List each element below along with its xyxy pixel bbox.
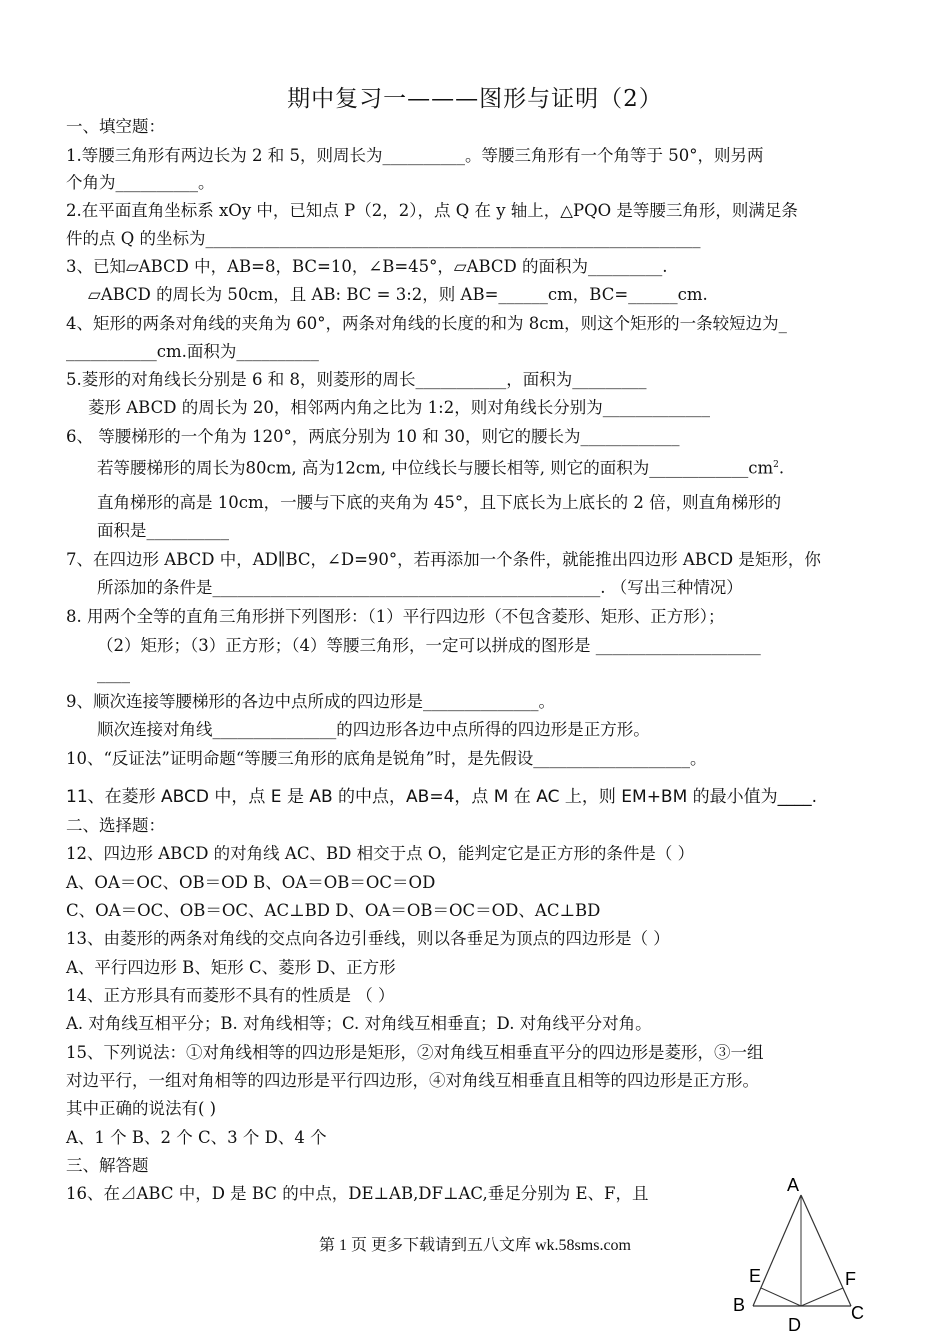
question-13-options: A、平行四边形 B、矩形 C、菱形 D、正方形 [66, 958, 396, 977]
page-title: 期中复习一———图形与证明（2） [287, 86, 663, 112]
label-a: A [787, 1175, 800, 1195]
perpendicular-df [801, 1288, 843, 1306]
question-8-line-2: （2）矩形；（3）正方形；（4）等腰三角形，一定可以拼成的图形是 ____________________ [97, 636, 761, 655]
question-15-options: A、1 个 B、2 个 C、3 个 D、4 个 [66, 1128, 327, 1147]
section-heading-choice: 二、选择题： [66, 816, 165, 835]
question-15-line-1: 15、下列说法：①对角线相等的四边形是矩形，②对角线互相垂直平分的四边形是菱形，③一组 [66, 1043, 764, 1062]
side-ab [753, 1195, 801, 1306]
question-10: 10、“反证法”证明命题“等腰三角形的底角是锐角”时，是先假设___________________。 [66, 749, 707, 768]
label-f: F [845, 1269, 856, 1289]
question-8-line-3: ____ [97, 664, 130, 683]
question-7-line-2: 所添加的条件是_______________________________________________. （写出三种情况） [97, 578, 743, 597]
question-13: 13、由菱形的两条对角线的交点向各边引垂线，则以各垂足为顶点的四边形是（ ） [66, 929, 670, 948]
question-1-line-2: 个角为__________。 [66, 173, 215, 192]
side-ac [801, 1195, 851, 1306]
question-16: 16、在⊿ABC 中，D 是 BC 的中点，DE⊥AB,DF⊥AC,垂足分别为 E、F，且 [66, 1184, 649, 1203]
question-11: 11、在菱形 ABCD 中，点 E 是 AB 的中点，AB=4，点 M 在 AC 上，则 EM+BM 的最小值为____. [66, 787, 818, 807]
question-4-line-1: 4、矩形的两条对角线的夹角为 60°，两条对角线的长度的和为 8cm，则这个矩形的一条较短边为_ [66, 314, 787, 333]
question-5-line-2: 菱形 ABCD 的周长为 20，相邻两内角之比为 1:2，则对角线长分别为_____________ [88, 398, 710, 417]
question-14-options: A. 对角线互相平分；B. 对角线相等；C. 对角线互相垂直；D. 对角线平分对角。 [66, 1014, 652, 1033]
question-2-line-2: 件的点 Q 的坐标为____________________________________________________________ [66, 229, 701, 248]
question-15-line-3: 其中正确的说法有( ) [66, 1099, 217, 1118]
question-7-line-1: 7、在四边形 ABCD 中，AD∥BC，∠D=90°，若再添加一个条件，就能推出四边形 ABCD 是矩形，你 [66, 550, 821, 569]
question-4-line-2: ___________cm.面积为__________ [66, 342, 319, 361]
perpendicular-de [761, 1288, 801, 1306]
question-15-line-2: 对边平行，一组对角相等的四边形是平行四边形，④对角线互相垂直且相等的四边形是正方形。 [66, 1071, 759, 1090]
question-2-line-1: 2.在平面直角坐标系 xOy 中，已知点 P（2，2），点 Q 在 y 轴上，△PQO 是等腰三角形，则满足条 [66, 201, 798, 220]
question-14: 14、正方形具有而菱形不具有的性质是 （ ） [66, 986, 395, 1005]
label-b: B [733, 1295, 746, 1315]
question-6-line-2-text: 若等腰梯形的周长为80cm, 高为12cm, 中位线长与腰长相等, 则它的面积为____________cm [97, 458, 774, 478]
question-6-line-2 [97, 454, 784, 480]
superscript-2: 2 [773, 460, 779, 470]
section-heading-fill-in: 一、填空题： [66, 117, 165, 136]
question-8-line-1: 8. 用两个全等的直角三角形拼下列图形：（1）平行四边形（不包含菱形、矩形、正方形）； [66, 607, 725, 626]
question-3-line-2: ▱ABCD 的周长为 50cm，且 AB: BC = 3:2，则 AB=______cm，BC=______cm. [88, 285, 708, 304]
question-6-line-4: 面积是__________ [97, 521, 229, 540]
question-9-line-2: 顺次连接对角线_______________的四边形各边中点所得的四边形是正方形。 [97, 720, 650, 739]
label-e: E [749, 1266, 762, 1286]
question-12-options-ab: A、OA＝OC、OB＝OD B、OA＝OB＝OC＝OD [66, 873, 436, 892]
page-footer: 第 1 页 更多下载请到五八文库 wk.58sms.com [318, 1237, 631, 1254]
label-c: C [851, 1303, 864, 1323]
question-9-line-1: 9、顺次连接等腰梯形的各边中点所成的四边形是______________。 [66, 692, 555, 711]
question-1-line-1: 1.等腰三角形有两边长为 2 和 5，则周长为__________。等腰三角形有一个角等于 50°，则另两 [66, 146, 764, 165]
question-5-line-1: 5.菱形的对角线长分别是 6 和 8，则菱形的周长___________，面积为_________ [66, 370, 647, 389]
question-12: 12、四边形 ABCD 的对角线 AC、BD 相交于点 O，能判定它是正方形的条件是（ ） [66, 844, 695, 863]
question-6-line-3: 直角梯形的高是 10cm，一腰与下底的夹角为 45°，且下底长为上底长的 2 倍，则直角梯形的 [97, 493, 782, 512]
section-heading-solution: 三、解答题 [66, 1156, 149, 1175]
question-3-line-1: 3、已知▱ABCD 中，AB=8，BC=10，∠B=45°，▱ABCD 的面积为_________. [66, 257, 668, 276]
question-6-line-2-end: . [778, 458, 785, 478]
label-d: D [788, 1315, 801, 1335]
question-6-line-1: 6、 等腰梯形的一个角为 120°，两底分别为 10 和 30，则它的腰长为____________ [66, 427, 680, 446]
triangle-figure [725, 1175, 875, 1337]
question-12-options-cd: C、OA＝OC、OB＝OC、AC⊥BD D、OA＝OB＝OC＝OD、AC⊥BD [66, 901, 601, 920]
